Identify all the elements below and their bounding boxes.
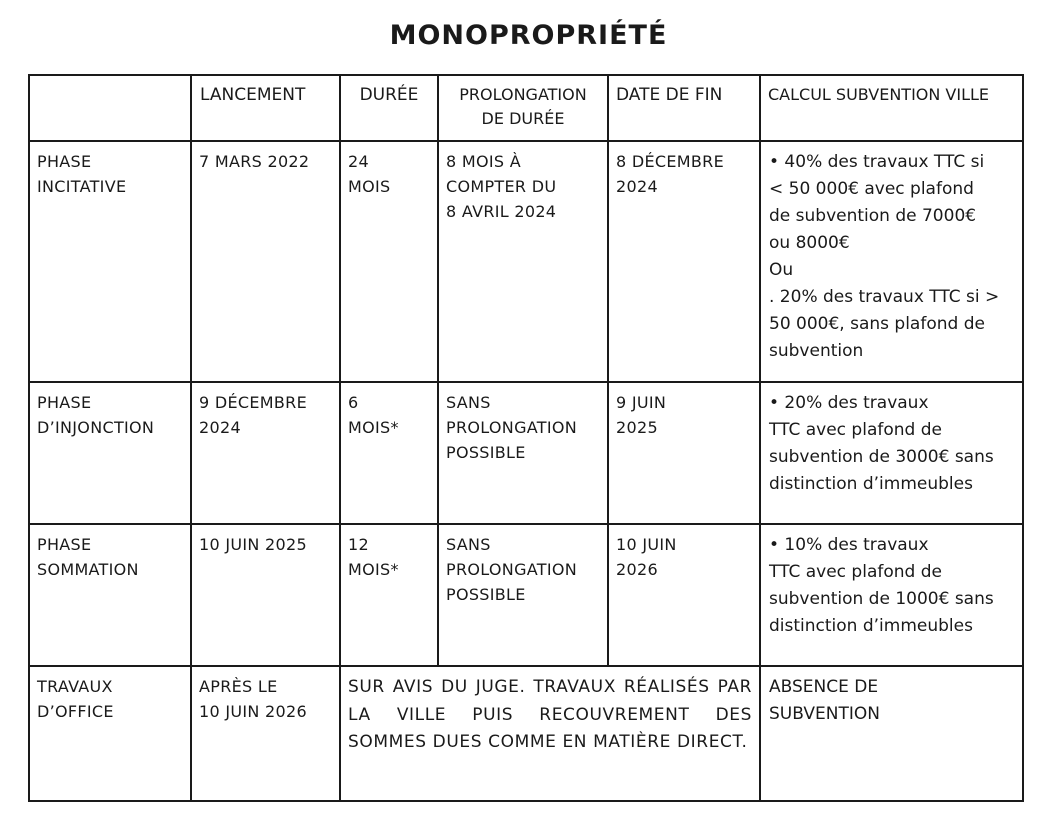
prolongation-cell: SANS PROLONGATION POSSIBLE: [438, 524, 608, 666]
table-row: [29, 141, 1023, 382]
header-row: [29, 75, 1023, 141]
phase-cell: PHASE SOMMATION: [29, 524, 191, 666]
header-duree: DURÉE: [340, 75, 438, 141]
calcul-cell: • 40% des travaux TTC si < 50 000€ avec plafond de subvention de 7000€ ou 8000€ Ou . 20% des travaux TTC si > 50 000€, sans plafond de subvention: [760, 141, 1023, 382]
duree-cell: 6 MOIS*: [340, 382, 438, 524]
lancement-cell: APRÈS LE 10 JUIN 2026: [191, 666, 340, 801]
calcul-cell: • 20% des travaux TTC avec plafond de subvention de 3000€ sans distinction d’immeubles: [760, 382, 1023, 524]
date-fin-cell: 9 JUIN 2025: [608, 382, 760, 524]
header-prolongation: PROLONGATION DE DURÉE: [438, 75, 608, 141]
header-lancement: LANCEMENT: [191, 75, 340, 141]
date-fin-cell: 8 DÉCEMBRE 2024: [608, 141, 760, 382]
duree-cell: 24 MOIS: [340, 141, 438, 382]
duree-cell: 12 MOIS*: [340, 524, 438, 666]
prolongation-cell: SANS PROLONGATION POSSIBLE: [438, 382, 608, 524]
header-empty: [29, 75, 191, 141]
date-fin-cell: 10 JUIN 2026: [608, 524, 760, 666]
phase-cell: TRAVAUX D’OFFICE: [29, 666, 191, 801]
table-row: [29, 666, 1023, 801]
phase-cell: PHASE INCITATIVE: [29, 141, 191, 382]
header-calcul: CALCUL SUBVENTION VILLE: [760, 75, 1023, 141]
lancement-cell: 7 MARS 2022: [191, 141, 340, 382]
lancement-cell: 10 JUIN 2025: [191, 524, 340, 666]
merged-description-cell: SUR AVIS DU JUGE. TRAVAUX RÉALISÉS PAR LA VILLE PUIS RECOUVREMENT DES SOMMES DUES COMME EN MATIÈRE DIRECT.: [340, 666, 760, 801]
phases-table: [28, 74, 1024, 802]
header-date-fin: DATE DE FIN: [608, 75, 760, 141]
calcul-cell: • 10% des travaux TTC avec plafond de subvention de 1000€ sans distinction d’immeubles: [760, 524, 1023, 666]
prolongation-cell: 8 MOIS À COMPTER DU 8 AVRIL 2024: [438, 141, 608, 382]
phase-cell: PHASE D’INJONCTION: [29, 382, 191, 524]
table-row: [29, 524, 1023, 666]
page-title: MONOPROPRIÉTÉ: [389, 20, 668, 51]
table-row: [29, 382, 1023, 524]
lancement-cell: 9 DÉCEMBRE 2024: [191, 382, 340, 524]
calcul-cell: ABSENCE DE SUBVENTION: [760, 666, 1023, 801]
